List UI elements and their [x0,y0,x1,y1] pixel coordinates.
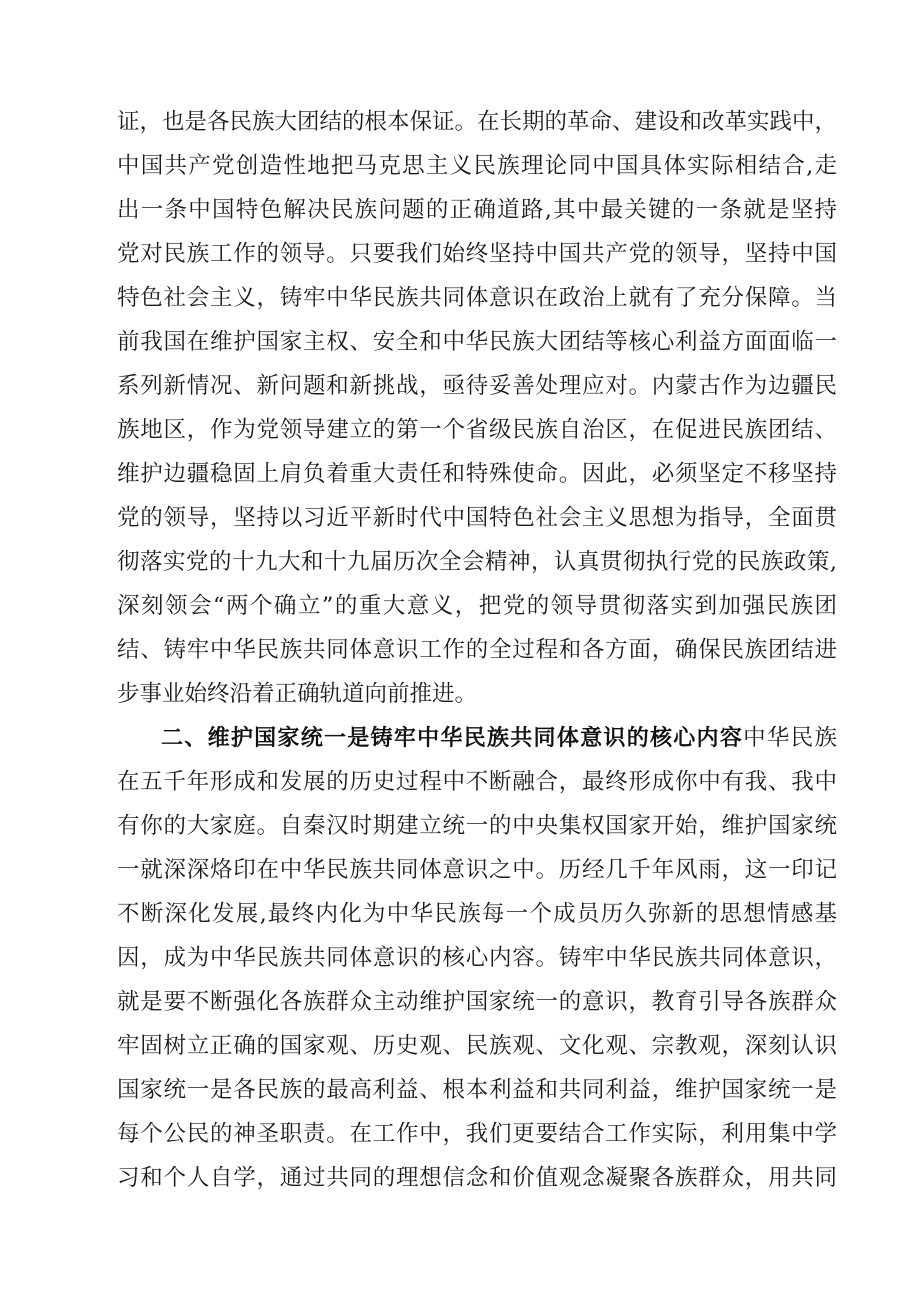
section-heading-line [117,716,837,760]
text-line: 结、铸牢中华民族共同体意识工作的全过程和各方面，确保民族团结进 [117,637,837,663]
text-line: 出一条中国特色解决民族问题的正确道路,其中最关键的一条就是坚持 [117,197,837,223]
text-line: 每个公民的神圣职责。在工作中，我们更要结合工作实际，利用集中学 [117,1121,837,1147]
body-text [117,100,837,1200]
text-line: 党的领导，坚持以习近平新时代中国特色社会主义思想为指导，全面贯 [117,505,837,531]
section-heading: 二、维护国家统一是铸牢中华民族共同体意识的核心内容 [161,726,744,751]
paragraph-party-leadership [117,100,837,716]
paragraph-national-unity [117,716,837,1200]
heading-tail-text: 中华民族 [743,725,837,751]
text-line: 彻落实党的十九大和十九届历次全会精神，认真贯彻执行党的民族政策, [117,549,837,575]
text-line: 前我国在维护国家主权、安全和中华民族大团结等核心利益方面面临一 [117,329,837,355]
text-line: 中国共产党创造性地把马克思主义民族理论同中国具体实际相结合,走 [117,153,837,179]
text-line: 一就深深烙印在中华民族共同体意识之中。历经几千年风雨，这一印记 [117,857,837,883]
text-line: 党对民族工作的领导。只要我们始终坚持中国共产党的领导，坚持中国 [117,241,837,267]
text-line: 特色社会主义，铸牢中华民族共同体意识在政治上就有了充分保障。当 [117,285,837,311]
text-line: 牢固树立正确的国家观、历史观、民族观、文化观、宗教观，深刻认识 [117,1033,837,1059]
text-line: 国家统一是各民族的最高利益、根本利益和共同利益，维护国家统一是 [117,1077,837,1103]
text-line: 就是要不断强化各族群众主动维护国家统一的意识，教育引导各族群众 [117,989,837,1015]
text-line: 有你的大家庭。自秦汉时期建立统一的中央集权国家开始，维护国家统 [117,813,837,839]
text-line: 因，成为中华民族共同体意识的核心内容。铸牢中华民族共同体意识， [117,945,837,971]
text-line: 系列新情况、新问题和新挑战，亟待妥善处理应对。内蒙古作为边疆民 [117,373,837,399]
text-line: 习和个人自学，通过共同的理想信念和价值观念凝聚各族群众，用共同 [117,1165,837,1191]
text-line: 证，也是各民族大团结的根本保证。在长期的革命、建设和改革实践中， [117,109,838,135]
text-line: 深刻领会“两个确立”的重大意义，把党的领导贯彻落实到加强民族团 [117,593,837,619]
text-line: 族地区，作为党领导建立的第一个省级民族自治区，在促进民族团结、 [117,417,837,443]
text-line: 在五千年形成和发展的历史过程中不断融合，最终形成你中有我、我中 [117,769,837,795]
text-line: 步事业始终沿着正确轨道向前推进。 [117,681,478,707]
text-line: 维护边疆稳固上肩负着重大责任和特殊使命。因此，必须坚定不移坚持 [117,461,837,487]
text-line: 不断深化发展,最终内化为中华民族每一个成员历久弥新的思想情感基 [117,901,837,927]
